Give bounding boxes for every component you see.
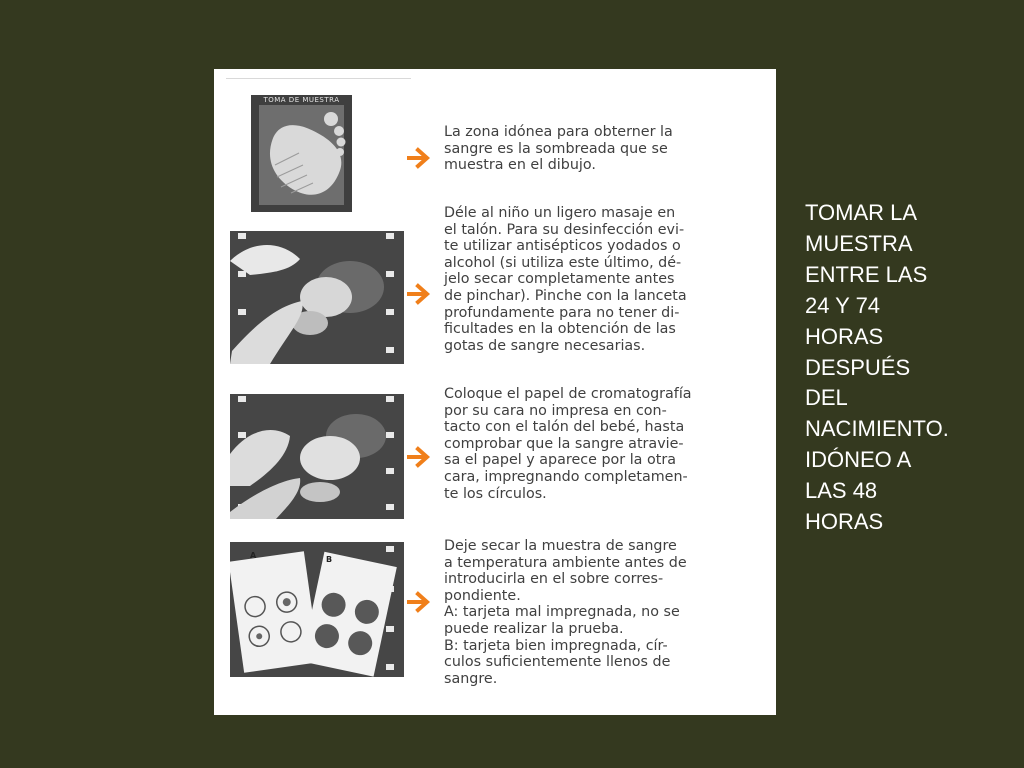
top-rule — [226, 78, 411, 79]
step-1-text: La zona idónea para obterner la sangre es la sombreada que se muestra en el dibujo. — [444, 124, 673, 174]
document-page — [214, 69, 776, 715]
side-note: TOMAR LA MUESTRA ENTRE LAS 24 Y 74 HORAS DESPUÉS DEL NACIMIENTO. IDÓNEO A LAS 48 HORAS — [805, 200, 949, 535]
arrow-right-icon — [407, 591, 433, 613]
arrow-right-icon — [407, 283, 433, 305]
heel-massage-photo — [230, 231, 404, 364]
arrow-right-icon — [407, 446, 433, 468]
step-3-text: Coloque el papel de cromatografía por su cara no impresa en con- tacto con el talón del bebé, hasta comprobar que la sangre atravie- sa el papel y aparece por la otra cara, impregnando completamen- te los círculos. — [444, 386, 692, 502]
arrow-right-icon — [407, 147, 433, 169]
blood-collection-photo — [230, 394, 404, 519]
step-4-text: Deje secar la muestra de sangre a temperatura ambiente antes de introducirla en el sobre corres- pondiente. A: tarjeta mal impregnada, no se puede realizar la prueba. B: tarjeta bien impregnada, cír- culos suficientemente llenos de sangre. — [444, 538, 687, 687]
card-a-label: A — [250, 551, 257, 560]
image-caption: TOMA DE MUESTRA — [263, 96, 340, 104]
foot-diagram-image — [251, 95, 352, 212]
step-2-text: Déle al niño un ligero masaje en el talón. Para su desinfección evi- te utilizar antisépticos yodados o alcohol (si utiliza este último, dé- jelo secar completamente antes de pinchar). Pinche con la lanceta profundamente para no tener di- ficultades en la obtención de las gotas de sangre necesarias. — [444, 205, 687, 354]
card-b-label: B — [326, 555, 333, 564]
blood-cards-photo — [230, 542, 404, 677]
